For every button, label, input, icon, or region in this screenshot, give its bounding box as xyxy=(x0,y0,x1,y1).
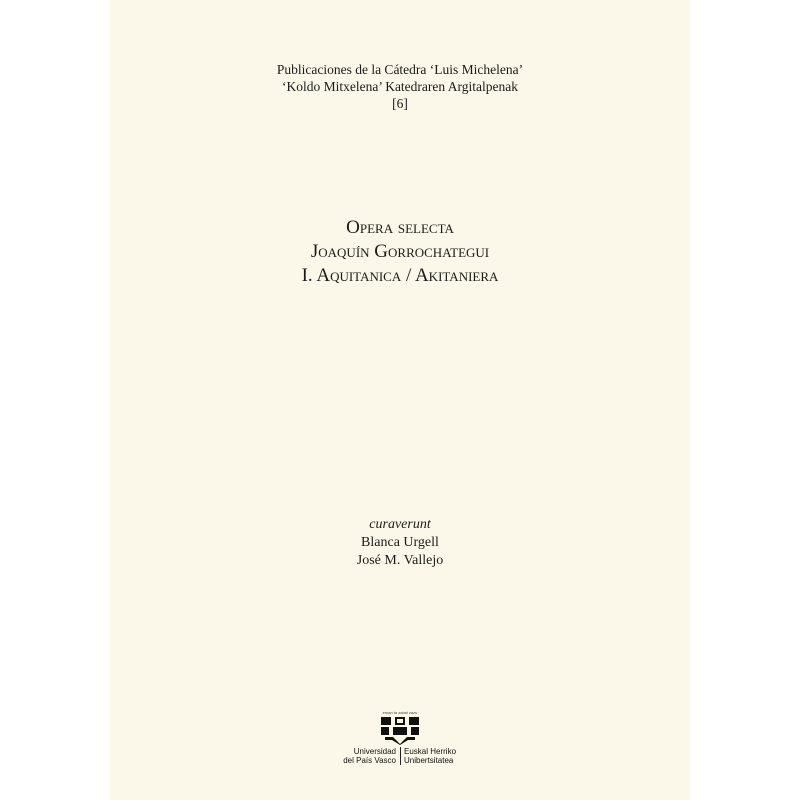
publisher-logo xyxy=(110,710,690,770)
university-emblem-icon xyxy=(381,717,419,745)
editors-label: curaverunt xyxy=(369,517,431,532)
series-number: [6] xyxy=(392,96,408,111)
editor-name: José M. Vallejo xyxy=(356,553,444,568)
title-line-author: Joaquín Gorrochategui xyxy=(310,241,490,262)
series-line-spanish: Publicaciones de la Cátedra ‘Luis Michelena’ xyxy=(276,62,524,77)
book-cover-page xyxy=(110,0,690,800)
logo-divider xyxy=(400,747,401,765)
editors-block xyxy=(110,516,690,570)
publisher-tagline: eman ta zabal zazu xyxy=(382,710,418,715)
series-statement xyxy=(110,61,690,112)
series-line-basque: ‘Koldo Mitxelena’ Katedraren Argitalpenak xyxy=(281,79,519,94)
editor-name: Blanca Urgell xyxy=(361,535,439,550)
book-title xyxy=(110,216,690,288)
title-line-opera: Opera selecta xyxy=(346,217,454,238)
title-line-volume: I. Aquitanica / Akitaniera xyxy=(301,265,499,286)
publisher-name-spanish: Universidad del País Vasco xyxy=(343,747,396,765)
publisher-name-basque: Euskal Herriko Unibertsitatea xyxy=(404,747,457,765)
